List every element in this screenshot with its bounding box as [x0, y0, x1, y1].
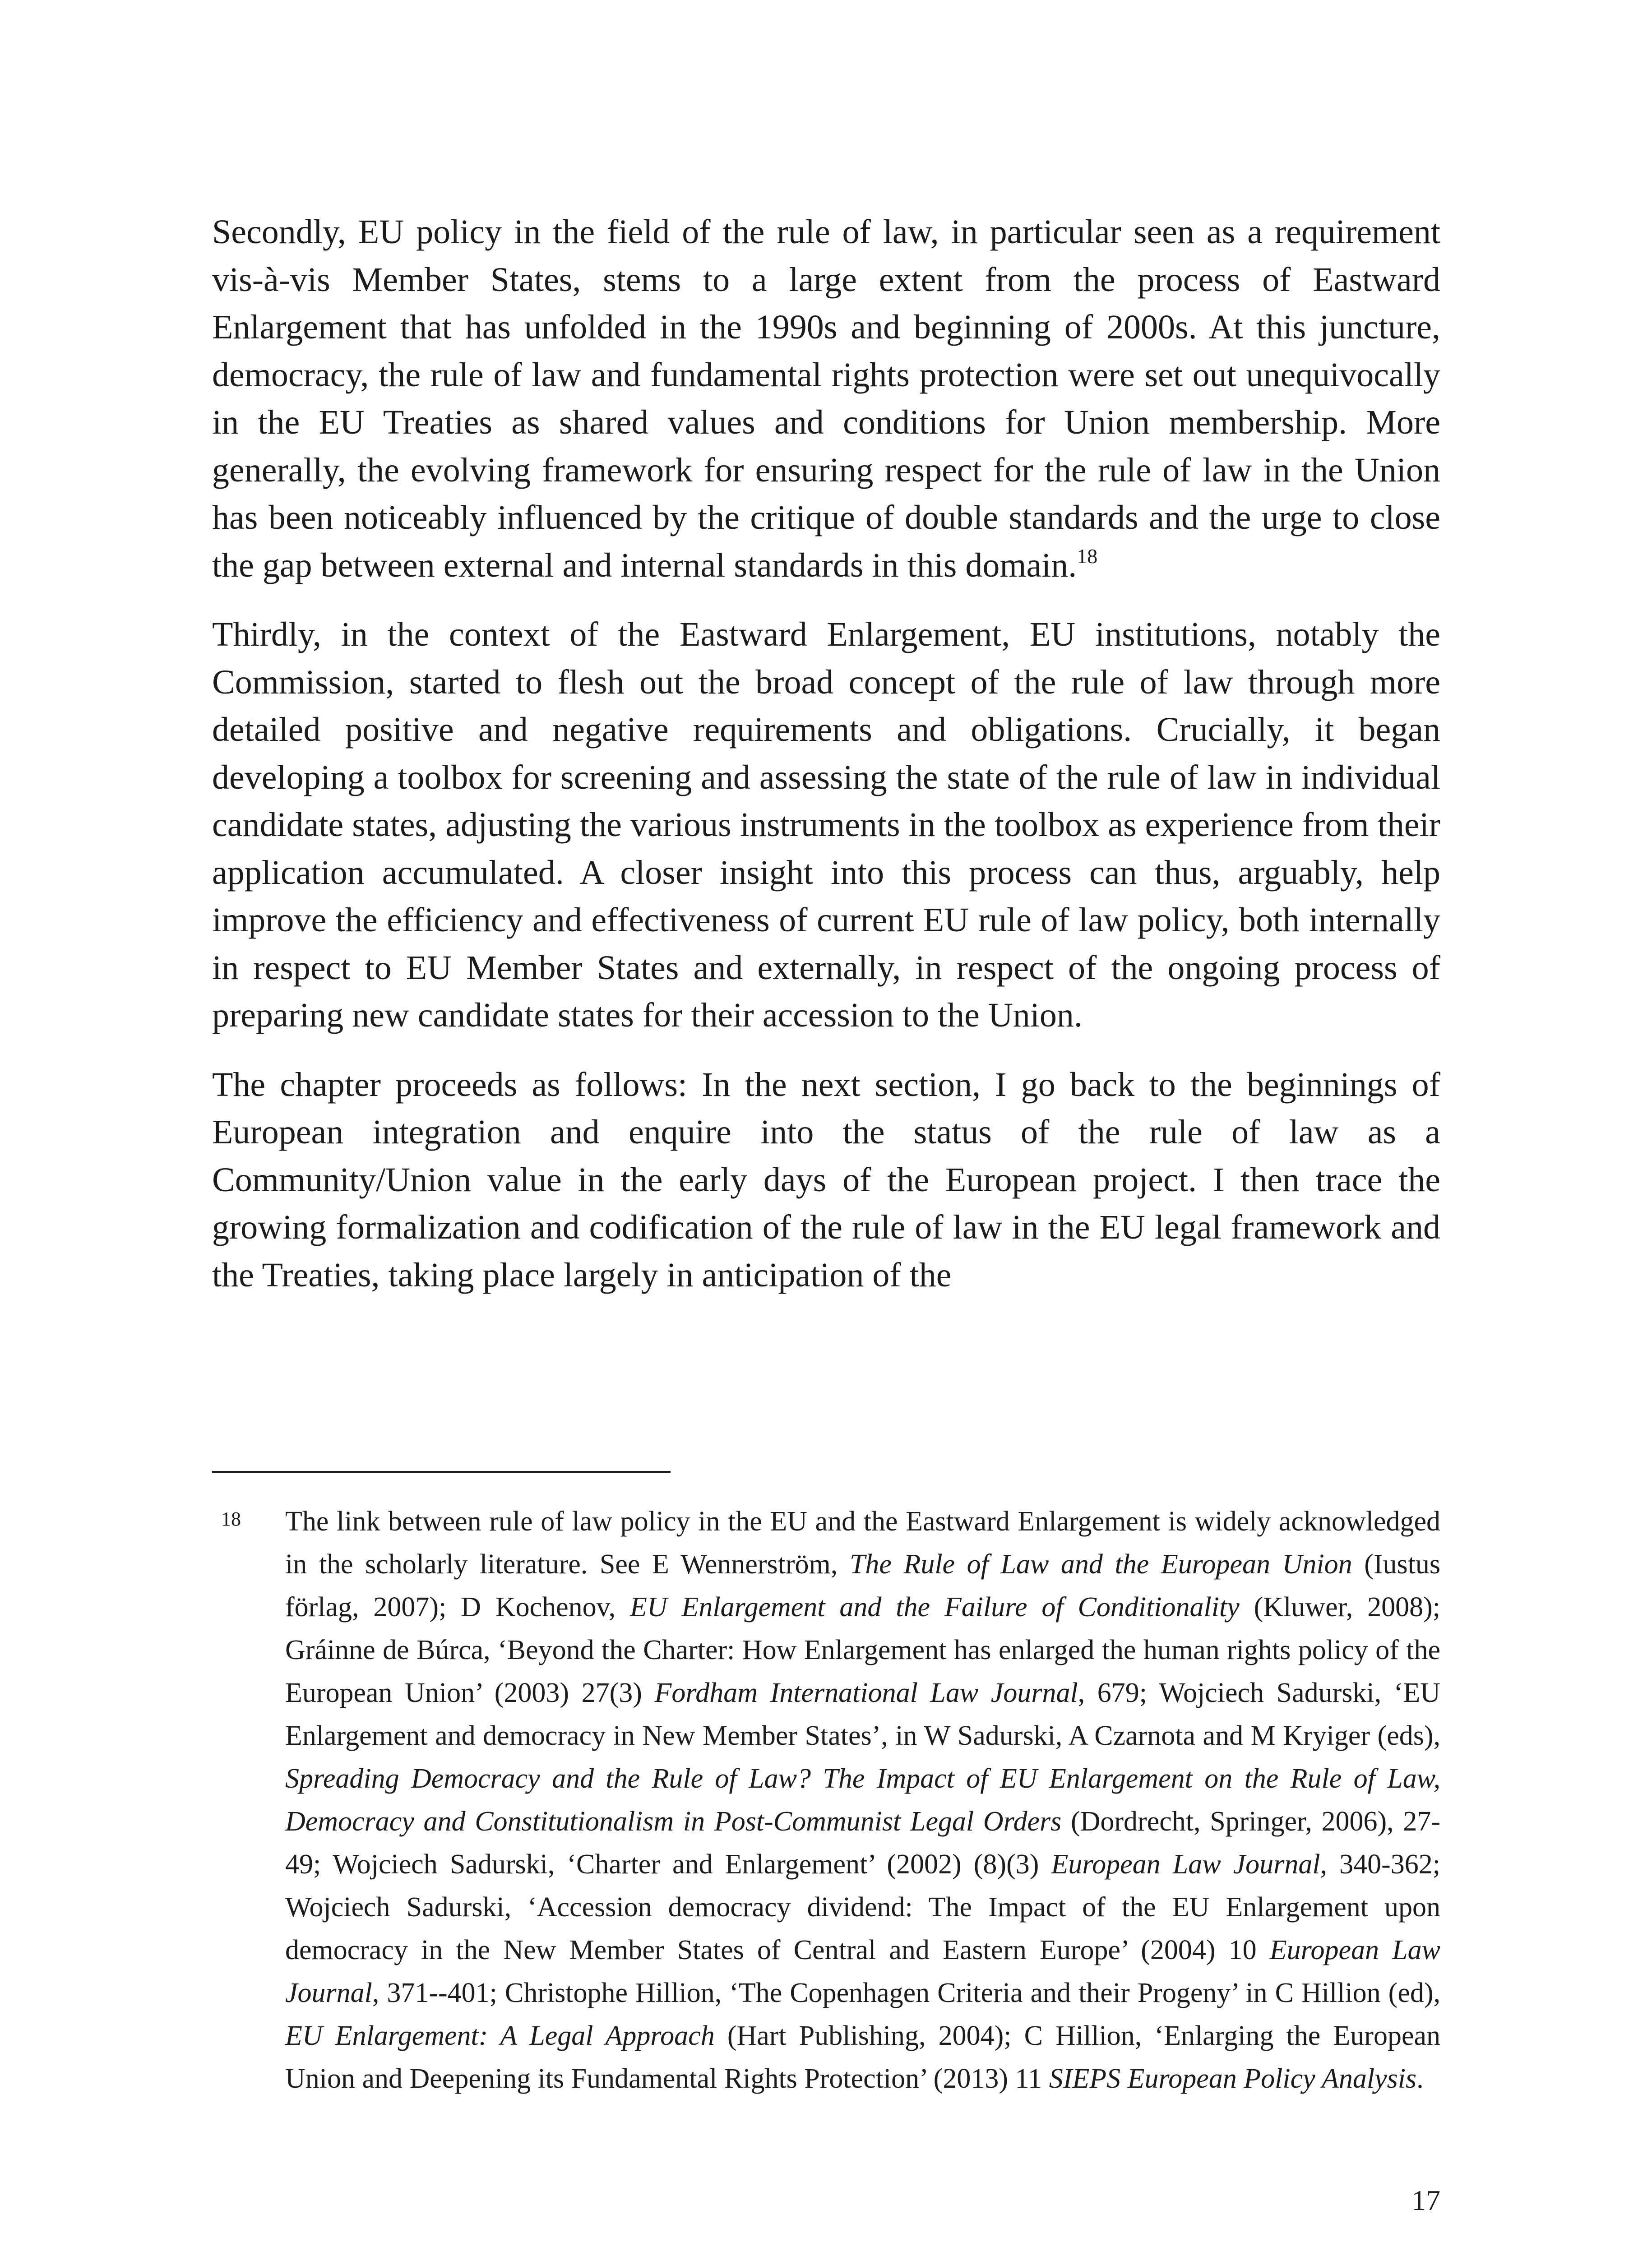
footnote-text-segment: , 679; Wojciech Sadurski, ‘EU Enlargement and democracy in New Member States’, in W Sadurski, A Czarnota and M Kryiger (eds), [285, 1678, 1440, 1751]
footnote-text-segment: , 340-362; Wojciech Sadurski, ‘Accession democracy dividend: The Impact of the EU Enlargement upon democracy in the New Member States of Central and Eastern Europe’ (2004) 10 [285, 1849, 1440, 1965]
footnote-italic-title: European Law Journal [285, 1935, 1440, 2008]
footnote-text [285, 1506, 1440, 2094]
paragraph: Thirdly, in the context of the Eastward Enlargement, EU institutions, notably the Commission, started to flesh out the broad concept of the rule of law through more detailed positive and negative requirements and obligations. Crucially, it began developing a toolbox for screening and assessing the state of the rule of law in individual candidate states, adjusting the various instruments in the toolbox as experience from their application accumulated. A closer insight into this process can thus, arguably, help improve the efficiency and effectiveness of current EU rule of law policy, both internally in respect to EU Member States and externally, in respect of the ongoing process of preparing new candidate states for their accession to the Union. [212, 615, 1440, 1034]
footnote-text-segment: The link between rule of law policy in the EU and the Eastward Enlargement is widely acknowledged in the scholarly literature. See E Wennerström, [285, 1506, 1440, 1580]
footnote-text-segment: (Dordrecht, Springer, 2006), 27-49; Wojciech Sadurski, ‘Charter and Enlargement’ (2002) (8)(3) [285, 1806, 1440, 1880]
page-number: 17 [1411, 2184, 1440, 2216]
footnote-italic-title: EU Enlargement: A Legal Approach [285, 2020, 715, 2051]
footnote-text-segment: , 371--401; Christophe Hillion, ‘The Copenhagen Criteria and their Progeny’ in C Hillion (ed), [372, 1978, 1440, 2008]
footnote-number: 18 [221, 1508, 241, 1530]
footnotes [212, 1500, 1440, 2100]
footnote-italic-title: European Law Journal [1051, 1849, 1320, 1880]
paragraph-text: Secondly, EU policy in the field of the rule of law, in particular seen as a requirement vis-à-vis Member States, stems to a large extent from the process of Eastward Enlargement that has unfolded in the 1990s and beginning of 2000s. At this juncture, democracy, the rule of law and fundamental rights protection were set out unequivocally in the EU Treaties as shared values and conditions for Union membership. More generally, the evolving framework for ensuring respect for the rule of law in the Union has been noticeably influenced by the critique of double standards and the urge to close the gap between external and internal standards in this domain. [212, 213, 1440, 584]
footnote [212, 1500, 1440, 2100]
footnote-text-segment: (Hart Publishing, 2004); C Hillion, ‘Enlarging the European Union and Deepening its Fundamental Rights Protection’ (2013) 11 [285, 2020, 1440, 2094]
footnote-italic-title: The Rule of Law and the European Union [849, 1549, 1352, 1580]
footnote-reference[interactable]: 18 [1077, 544, 1098, 568]
footnote-separator [212, 1471, 671, 1473]
main-text [212, 208, 1440, 1321]
footnote-text-segment: . [1416, 2063, 1424, 2094]
footnote-italic-title: SIEPS European Policy Analysis [1049, 2063, 1417, 2094]
footnote-italic-title: Spreading Democracy and the Rule of Law? The Impact of EU Enlargement on the Rule of Law, Democracy and Constitutionalism in Post-Communist Legal Orders [285, 1763, 1440, 1837]
footnote-italic-title: Fordham International Law Journal [654, 1678, 1078, 1708]
paragraph: The chapter proceeds as follows: In the next section, I go back to the beginnings of European integration and enquire into the status of the rule of law as a Community/Union value in the early days of the European project. I then trace the growing formalization and codification of the rule of law in the EU legal framework and the Treaties, taking place largely in anticipation of the [212, 1065, 1440, 1294]
footnote-text-segment: (Iustus förlag, 2007); D Kochenov, [285, 1549, 1441, 1623]
footnote-text-segment: (Kluwer, 2008); Gráinne de Búrca, ‘Beyond the Charter: How Enlargement has enlarged the human rights policy of the European Union’ (2003) 27(3) [285, 1592, 1441, 1708]
paragraph [212, 208, 1440, 589]
footnote-italic-title: EU Enlargement and the Failure of Conditionality [630, 1592, 1240, 1623]
